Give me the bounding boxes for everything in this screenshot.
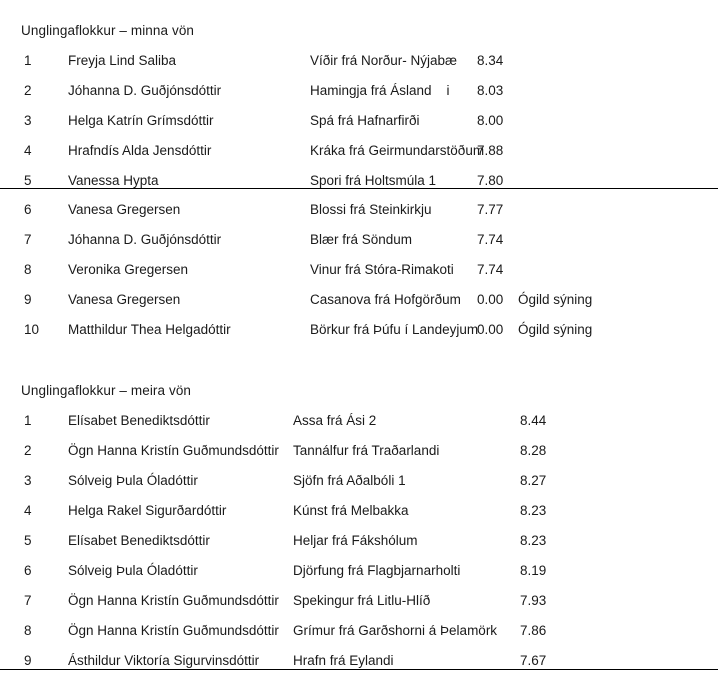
rank-cell: 4 [24, 503, 32, 518]
score-cell: 8.03 [477, 82, 504, 98]
rank-cell: 4 [24, 142, 32, 158]
table-row [0, 225, 721, 255]
note-cell: Ógild sýning [518, 292, 593, 307]
section-divider [0, 188, 718, 189]
section-title: Unglingaflokkur – minna vön [21, 22, 195, 38]
score-cell: 0.00 [477, 292, 504, 307]
horse-cell: Tannálfur frá Traðarlandi [293, 443, 440, 458]
table-row [0, 556, 721, 586]
score-cell: 7.80 [477, 172, 504, 188]
rider-cell: Veronika Gregersen [68, 262, 189, 277]
results-section [0, 376, 721, 670]
score-cell: 7.93 [520, 593, 547, 608]
rank-cell: 5 [24, 533, 32, 548]
horse-cell: Heljar frá Fákshólum [293, 533, 418, 548]
horse-cell: Assa frá Ási 2 [293, 413, 377, 428]
score-cell: 8.23 [520, 503, 547, 518]
horse-cell: Blossi frá Steinkirkju [310, 202, 432, 217]
rider-cell: Ögn Hanna Kristín Guðmundsdóttir [68, 443, 279, 458]
horse-cell: Grímur frá Garðshorni á Þelamörk [293, 623, 498, 638]
horse-cell: Sjöfn frá Aðalbóli 1 [293, 473, 406, 488]
score-cell: 0.00 [477, 322, 504, 337]
rider-cell: Sólveig Þula Óladóttir [68, 563, 198, 578]
rank-cell: 2 [24, 443, 32, 458]
horse-cell: Hrafn frá Eylandi [293, 653, 394, 668]
horse-cell: Kúnst frá Melbakka [293, 503, 409, 518]
score-cell: 8.19 [520, 563, 547, 578]
horse-cell: Vinur frá Stóra-Rimakoti [310, 262, 454, 277]
table-row [0, 285, 721, 315]
rider-cell: Elísabet Benediktsdóttir [68, 533, 210, 548]
horse-cell: Hamingja frá Ásland i [310, 82, 450, 98]
table-row [0, 646, 721, 676]
score-cell: 7.88 [477, 142, 504, 158]
table-row [0, 45, 721, 75]
table-row [0, 255, 721, 285]
rank-cell: 8 [24, 262, 32, 277]
score-cell: 7.86 [520, 623, 547, 638]
rank-cell: 3 [24, 473, 32, 488]
rank-cell: 9 [24, 653, 32, 668]
table-row [0, 195, 721, 225]
rider-cell: Vanesa Gregersen [68, 202, 181, 217]
table-row [0, 496, 721, 526]
rider-cell: Jóhanna D. Guðjónsdóttir [68, 232, 222, 247]
section-title: Unglingaflokkur – meira vön [21, 383, 192, 398]
rider-cell: Vanessa Hypta [68, 172, 159, 188]
rank-cell: 1 [24, 52, 32, 68]
horse-cell: Spá frá Hafnarfirði [310, 112, 420, 128]
rank-cell: 8 [24, 623, 32, 638]
table-row [0, 586, 721, 616]
score-cell: 8.28 [520, 443, 547, 458]
rider-cell: Sólveig Þula Óladóttir [68, 473, 198, 488]
score-cell: 7.74 [477, 232, 504, 247]
rank-cell: 5 [24, 172, 32, 188]
section-rows [0, 45, 721, 345]
results-section [0, 0, 721, 345]
horse-cell: Djörfung frá Flagbjarnarholti [293, 563, 461, 578]
table-row [0, 526, 721, 556]
score-cell: 8.00 [477, 112, 504, 128]
rider-cell: Ögn Hanna Kristín Guðmundsdóttir [68, 623, 279, 638]
rider-cell: Vanesa Gregersen [68, 292, 181, 307]
horse-cell: Spekingur frá Litlu-Hlíð [293, 593, 431, 608]
table-row [0, 466, 721, 496]
rider-cell: Hrafndís Alda Jensdóttir [68, 142, 212, 158]
score-cell: 8.44 [520, 413, 547, 428]
score-cell: 8.34 [477, 52, 504, 68]
table-row [0, 436, 721, 466]
rank-cell: 1 [24, 413, 32, 428]
rider-cell: Ásthildur Viktoría Sigurvinsdóttir [68, 653, 260, 668]
score-cell: 7.77 [477, 202, 504, 217]
rider-cell: Matthildur Thea Helgadóttir [68, 322, 231, 337]
horse-cell: Casanova frá Hofgörðum [310, 292, 461, 307]
rank-cell: 7 [24, 232, 32, 247]
table-row [0, 135, 721, 165]
rank-cell: 3 [24, 112, 32, 128]
note-cell: Ógild sýning [518, 322, 593, 337]
score-cell: 7.74 [477, 262, 504, 277]
table-row [0, 105, 721, 135]
rank-cell: 6 [24, 563, 32, 578]
table-row [0, 406, 721, 436]
section-divider [0, 669, 718, 670]
rank-cell: 9 [24, 292, 32, 307]
table-row [0, 315, 721, 345]
rider-cell: Jóhanna D. Guðjónsdóttir [68, 82, 222, 98]
score-cell: 7.67 [520, 653, 547, 668]
rank-cell: 6 [24, 202, 32, 217]
rank-cell: 7 [24, 593, 32, 608]
rider-cell: Freyja Lind Saliba [68, 52, 177, 68]
score-cell: 8.23 [520, 533, 547, 548]
rank-cell: 2 [24, 82, 32, 98]
rank-cell: 10 [24, 322, 40, 337]
horse-cell: Víðir frá Norður- Nýjabæ [310, 52, 458, 68]
horse-cell: Spori frá Holtsmúla 1 [310, 172, 437, 188]
section-rows [0, 406, 721, 670]
table-row [0, 75, 721, 105]
horse-cell: Blær frá Söndum [310, 232, 413, 247]
horse-cell: Börkur frá Þúfu í Landeyjum [310, 322, 479, 337]
table-row [0, 165, 721, 195]
horse-cell: Kráka frá Geirmundarstöðum [310, 142, 485, 158]
table-row [0, 616, 721, 646]
rider-cell: Helga Rakel Sigurðardóttir [68, 503, 227, 518]
rider-cell: Helga Katrín Grímsdóttir [68, 112, 214, 128]
rider-cell: Elísabet Benediktsdóttir [68, 413, 210, 428]
score-cell: 8.27 [520, 473, 547, 488]
rider-cell: Ögn Hanna Kristín Guðmundsdóttir [68, 593, 279, 608]
